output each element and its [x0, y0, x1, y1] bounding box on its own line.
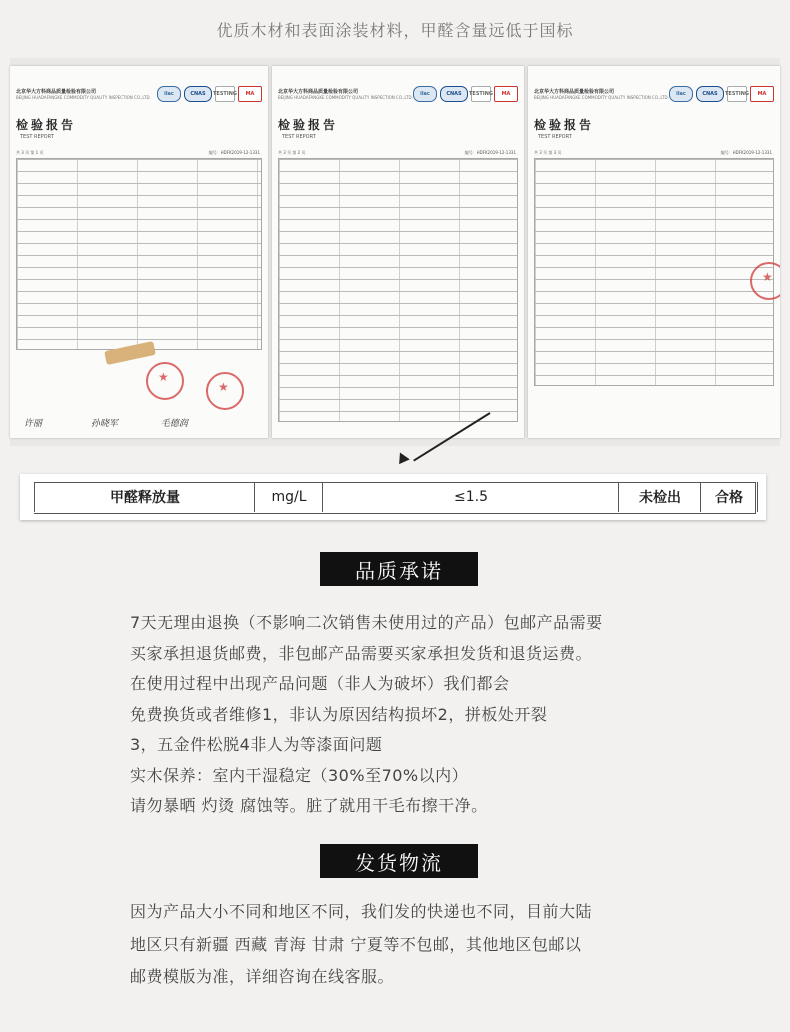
test-verdict: 合格	[700, 482, 758, 512]
report-title: 检验报告	[16, 118, 77, 132]
text-line: 在使用过程中出现产品问题（非人为破坏）我们都会	[130, 674, 510, 693]
test-item: 甲醛释放量	[34, 482, 255, 512]
signature: 孙晓军	[90, 419, 118, 429]
report-number: 编号：HDFK2019-12-1331	[208, 150, 260, 155]
cma-logo-icon: MA	[238, 86, 262, 102]
shipping-heading: 发货物流	[320, 844, 478, 878]
red-seal-stamp-icon	[750, 262, 780, 300]
text-line: 地区只有新疆 西藏 青海 甘肃 宁夏等不包邮，其他地区包邮以	[130, 934, 582, 954]
report-table	[278, 158, 518, 422]
testing-logo-icon: TESTING	[727, 86, 747, 102]
report-org-name-en: BEIJING HUADAFANGKE COMMODITY QUALITY INSPECTION CO.,LTD.	[278, 95, 413, 100]
test-unit: mg/L	[254, 482, 323, 512]
text-line: 邮费模版为准，详细咨询在线客服。	[130, 967, 395, 986]
report-number: 编号：HDFK2019-12-1331	[720, 150, 772, 155]
report-page-number: 共 3 页 第 2 页	[278, 150, 306, 155]
top-caption: 优质木材和表面涂装材料，甲醛含量远低于国标	[216, 21, 574, 40]
cnas-logo-icon: CNAS	[184, 86, 212, 102]
report-org-name-en: BEIJING HUADAFANGKE COMMODITY QUALITY INSPECTION CO.,LTD.	[16, 95, 151, 100]
ilac-logo-icon: ilac	[157, 86, 181, 102]
cnas-logo-icon: CNAS	[440, 86, 468, 102]
report-org-name: 北京华大方科商品质量检验有限公司	[534, 89, 615, 95]
testing-logo-icon: TESTING	[215, 86, 235, 102]
report-number: 编号：HDFK2019-12-1331	[464, 150, 516, 155]
test-requirement: ≤1.5	[322, 482, 619, 512]
accreditation-logos	[157, 86, 262, 102]
report-org-name: 北京华大方科商品质量检验有限公司	[16, 89, 97, 95]
text-line: 3，五金件松脱4非人为等漆面问题	[130, 735, 383, 754]
report-page-number: 共 3 页 第 3 页	[534, 150, 562, 155]
quality-promise-heading: 品质承诺	[320, 552, 478, 586]
arrow-down-icon	[394, 452, 410, 467]
ilac-logo-icon: ilac	[413, 86, 437, 102]
report-table	[534, 158, 774, 386]
signature-row	[24, 416, 188, 429]
testing-logo-icon: TESTING	[471, 86, 491, 102]
test-result: 未检出	[618, 482, 701, 512]
test-reports-image	[10, 58, 780, 446]
report-page-number: 共 3 页 第 1 页	[16, 150, 44, 155]
report-title-en: TEST REPORT	[282, 134, 316, 140]
test-report-page-2	[272, 66, 524, 438]
cma-logo-icon: MA	[494, 86, 518, 102]
text-line: 请勿暴晒 灼烫 腐蚀等。脏了就用干毛布擦干净。	[130, 796, 488, 815]
text-line: 免费换货或者维修1，非认为原因结构损坏2，拼板处开裂	[130, 704, 548, 724]
report-org-name-en: BEIJING HUADAFANGKE COMMODITY QUALITY INSPECTION CO.,LTD.	[534, 95, 669, 100]
test-report-page-1	[10, 66, 268, 438]
red-seal-stamp-icon	[206, 372, 244, 410]
report-title-en: TEST REPORT	[538, 134, 572, 140]
signature: 许丽	[24, 419, 43, 429]
text-line: 实木保养：室内干湿稳定（30%至70%以内）	[130, 765, 469, 785]
accreditation-logos	[669, 86, 774, 102]
report-table	[16, 158, 262, 350]
accreditation-logos	[413, 86, 518, 102]
report-title-en: TEST REPORT	[20, 134, 54, 140]
quality-promise-text	[130, 608, 603, 822]
text-line: 7天无理由退换（不影响二次销售未使用过的产品）包邮产品需要	[130, 613, 603, 632]
cnas-logo-icon: CNAS	[696, 86, 724, 102]
shipping-text	[130, 896, 592, 994]
ilac-logo-icon: ilac	[669, 86, 693, 102]
red-seal-stamp-icon	[146, 362, 184, 400]
text-line: 因为产品大小不同和地区不同，我们发的快递也不同，目前大陆	[130, 902, 593, 921]
report-title: 检验报告	[278, 118, 339, 132]
report-org-name: 北京华大方科商品质量检验有限公司	[278, 89, 359, 95]
test-report-page-3	[528, 66, 780, 438]
cma-logo-icon: MA	[750, 86, 774, 102]
text-line: 买家承担退货邮费，非包邮产品需要买家承担发货和退货运费。	[130, 643, 593, 663]
report-title: 检验报告	[534, 118, 595, 132]
formaldehyde-result-row	[20, 474, 766, 520]
signature: 毛德润	[160, 419, 188, 429]
